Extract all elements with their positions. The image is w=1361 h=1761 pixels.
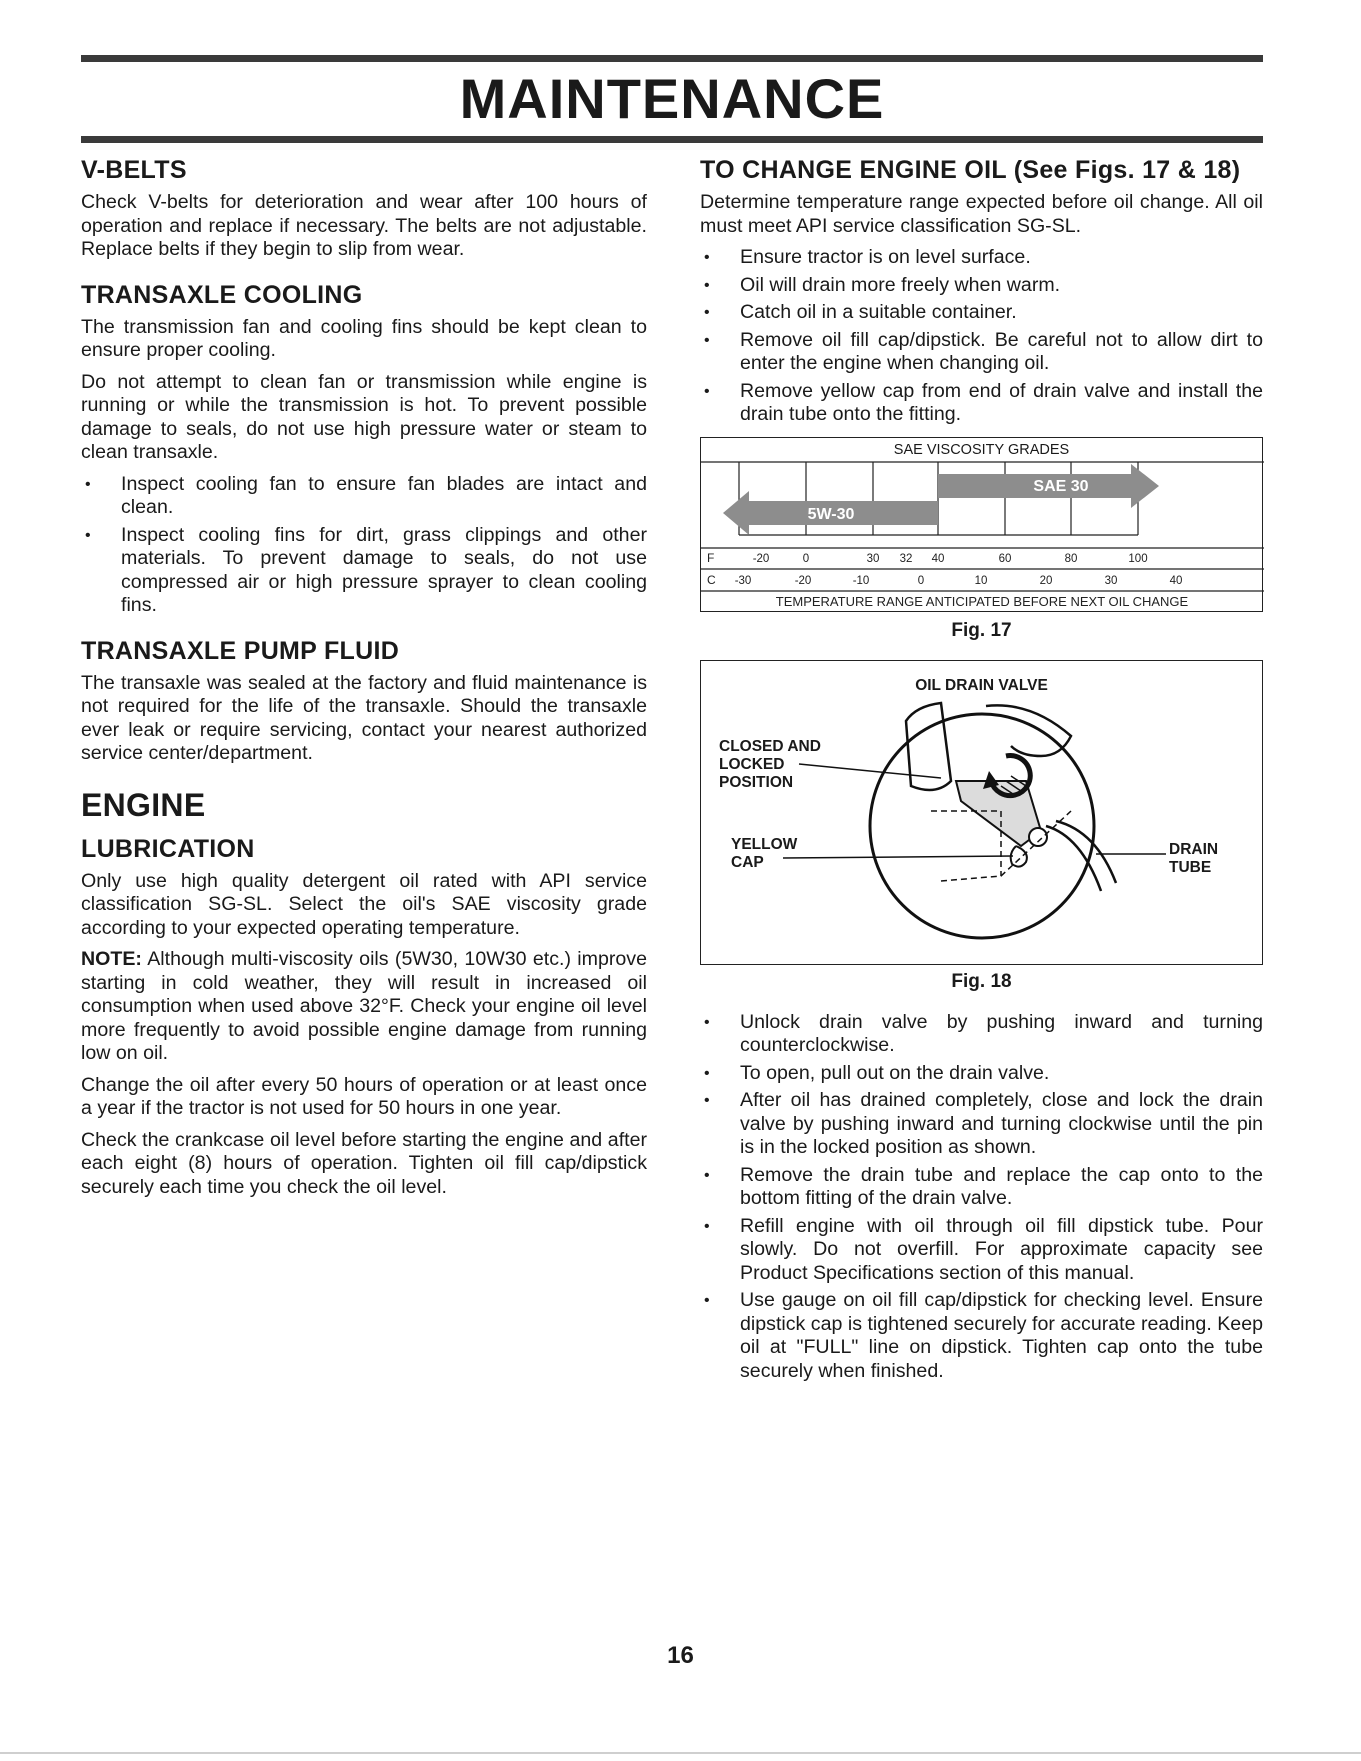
5w30-label: 5W-30 [807, 505, 855, 523]
bottom-rule [0, 1752, 1361, 1754]
left-column [81, 155, 647, 1207]
f-tick-label: 80 [1064, 552, 1078, 565]
transaxle-cooling-heading: TRANSAXLE COOLING [81, 280, 363, 309]
transaxle-cooling-p2: Do not attempt to clean fan or transmission while engine is running or while the transmission is hot. To prevent possible damage to seals, do not use high pressure water or steam to clean transaxle. [81, 370, 647, 463]
engine-heading: ENGINE [81, 786, 206, 823]
f-tick-label: 30 [866, 552, 880, 565]
viscosity-chart [700, 437, 1263, 612]
page-number: 16 [667, 1642, 694, 1669]
yellow-leader-line [783, 856, 1013, 858]
viscosity-chart-graphic [701, 438, 1264, 613]
f-axis-label: F [707, 550, 715, 565]
f-tick-label: -20 [752, 552, 770, 565]
right-column [700, 155, 1263, 1391]
c-tick-labels [735, 575, 1183, 587]
note-label: NOTE: [81, 948, 142, 970]
lubrication-note [81, 948, 647, 1066]
c-tick-label: 40 [1169, 574, 1183, 587]
header-rule-top [81, 55, 1263, 62]
f-tick-label: 60 [998, 552, 1012, 565]
transaxle-pump-text: The transaxle was sealed at the factory and fluid maintenance is not required for the life of the transaxle. Should the transaxle ever leak or require servicing, contact your nearest authorized service center/department. [81, 671, 647, 764]
drain-tube [1056, 821, 1116, 883]
f-tick-label: 40 [931, 552, 945, 565]
f-tick-label: 32 [899, 552, 913, 565]
c-tick-label: -20 [794, 574, 812, 587]
closed-label-line: LOCKED [719, 755, 785, 773]
list-item: • Use gauge on oil fill cap/dipstick for checking level. Ensure dipstick cap is tightened securely for accurate reading. Keep oil at "FULL" line on dipstick. Tighten cap onto the tube securely when finished. [700, 1289, 1263, 1383]
transaxle-cooling-list [81, 473, 647, 618]
drain-fitting [1029, 828, 1047, 846]
list-item: • After oil has drained completely, close and lock the drain valve by pushing inward and turning clockwise until the pin is in the locked position as shown. [700, 1089, 1263, 1160]
c-tick-label: 10 [974, 574, 988, 587]
fig18-title: OIL DRAIN VALVE [915, 676, 1048, 694]
closed-label-line: POSITION [719, 773, 794, 791]
f-tick-labels [753, 553, 1148, 565]
magnifier-circle [870, 714, 1094, 938]
fig17-caption: Fig. 17 [951, 619, 1012, 641]
note-text: Although multi-viscosity oils (5W30, 10W30 etc.) improve starting in cold weather, they will result in increased oil consumption when used above 32°F. Check your engine oil level more frequently to avoid possible engine damage from running low on oil. [81, 948, 647, 1064]
c-axis-label: C [707, 572, 716, 587]
header-rule-bottom [81, 136, 1263, 143]
fig18-caption: Fig. 18 [951, 970, 1012, 992]
list-item: • Unlock drain valve by pushing inward and turning counterclockwise. [700, 1011, 1263, 1058]
transaxle-cooling-p1: The transmission fan and cooling fins should be kept clean to ensure proper cooling. [81, 315, 647, 361]
list-item: • Remove the drain tube and replace the cap onto to the bottom fitting of the drain valve. [700, 1164, 1263, 1211]
c-tick-label: 0 [917, 574, 925, 587]
change-oil-list [700, 246, 1263, 427]
yellow-cap [1011, 846, 1027, 867]
change-oil-list-2 [700, 1011, 1263, 1384]
vbelts-heading: V-BELTS [81, 156, 187, 184]
list-item: • Inspect cooling fins for dirt, grass clippings and other materials. To prevent damage to seals, do not use compressed air or high pressure sprayer to clean cooling fins. [81, 524, 647, 618]
page-title: MAINTENANCE [459, 67, 885, 130]
c-tick-label: 20 [1039, 574, 1053, 587]
vbelts-text: Check V-belts for deterioration and wear after 100 hours of operation and replace if necessary. The belts are not adjustable. Replace belts if they begin to slip from wear. [81, 191, 647, 260]
lubrication-p3: Check the crankcase oil level before starting the engine and after each eight (8) hours of operation. Tighten oil fill cap/dipstick securely each time you check the oil level. [81, 1128, 647, 1198]
yellow-label-line: YELLOW [731, 835, 798, 853]
list-item: • Remove oil fill cap/dipstick. Be careful not to allow dirt to enter the engine when changing oil. [700, 329, 1263, 376]
f-tick-label: 100 [1128, 552, 1148, 565]
c-tick-label: 30 [1104, 574, 1118, 587]
change-oil-intro: Determine temperature range expected before oil change. All oil must meet API service classification SG-SL. [700, 191, 1263, 237]
oil-drain-valve-illustration [701, 661, 1264, 966]
change-oil-heading: TO CHANGE ENGINE OIL (See Figs. 17 & 18) [700, 156, 1241, 184]
closed-label-line: CLOSED AND [719, 737, 821, 755]
viscosity-chart-footer: TEMPERATURE RANGE ANTICIPATED BEFORE NEXT OIL CHANGE [775, 593, 1189, 609]
drain-label-line: TUBE [1169, 858, 1212, 876]
closed-leader-line [799, 764, 941, 778]
list-item: • To open, pull out on the drain valve. [700, 1062, 1263, 1086]
lubrication-heading: LUBRICATION [81, 834, 255, 863]
engine-outline [986, 705, 1071, 756]
list-item: • Ensure tractor is on level surface. [700, 246, 1263, 270]
list-item: • Refill engine with oil through oil fill dipstick tube. Pour slowly. Do not overfill. For approximate capacity see Product Specifications section of this manual. [700, 1215, 1263, 1286]
oil-drain-valve-figure [700, 660, 1263, 965]
drain-label-line: DRAIN [1169, 840, 1219, 858]
list-item: • Oil will drain more freely when warm. [700, 274, 1263, 298]
list-item: • Inspect cooling fan to ensure fan blades are intact and clean. [81, 473, 647, 520]
f-tick-label: 0 [802, 552, 810, 565]
lubrication-p2: Change the oil after every 50 hours of operation or at least once a year if the tractor is not used for 50 hours in one year. [81, 1073, 647, 1119]
c-tick-label: -30 [734, 574, 752, 587]
transaxle-pump-heading: TRANSAXLE PUMP FLUID [81, 636, 400, 665]
list-item: • Remove yellow cap from end of drain valve and install the drain tube onto the fitting. [700, 380, 1263, 427]
c-tick-label: -10 [852, 574, 870, 587]
viscosity-chart-title: SAE VISCOSITY GRADES [893, 441, 1070, 458]
yellow-label-line: CAP [731, 853, 764, 871]
sae30-label: SAE 30 [1033, 477, 1089, 495]
lubrication-p1: Only use high quality detergent oil rated with API service classification SG-SL. Select the oil's SAE viscosity grade according to your expected operating temperature. [81, 869, 647, 939]
list-item: • Catch oil in a suitable container. [700, 301, 1263, 325]
